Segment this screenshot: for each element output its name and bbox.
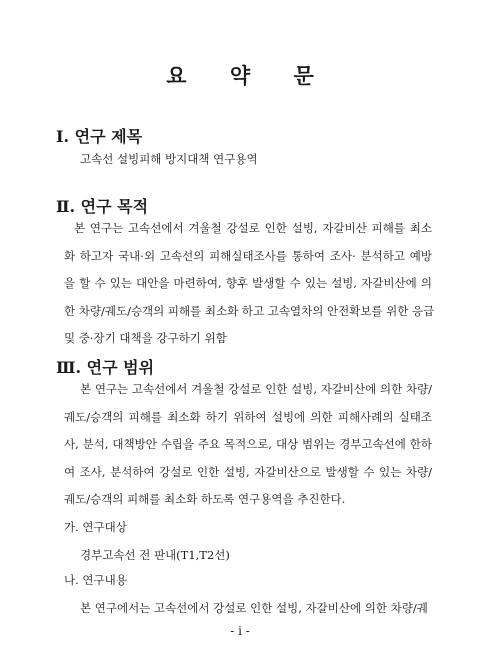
text-line: 궤도/승객의 피해를 최소화 하기 위하여 설빙에 의한 피해사례의 실태조 <box>64 409 432 424</box>
text-line: 본 연구는 고속선에서 겨울철 강설로 인한 설빙, 자갈비산 피해를 최소 <box>74 221 432 235</box>
text-line: 및 중·장기 대책을 강구하기 위함 <box>64 331 227 345</box>
subsection-text-research-content: 본 연구에서는 고속선에서 강설로 인한 설빙, 자갈비산에 의한 차량/궤 <box>80 601 428 615</box>
section-heading-research-title: Ⅰ. 연구 제목 <box>56 127 143 146</box>
text-line: 본 연구는 고속선에서 겨울철 강설로 인한 설빙, 자갈비산에 의한 차량/ <box>80 382 432 396</box>
text-line: 한 차량/궤도/승객의 피해를 최소화 하고 고속열차의 안전확보를 위한 응급 <box>64 303 435 318</box>
text-line: 사, 분석, 대책방안 수립을 주요 목적으로, 대상 범위는 경부고속선에 한하 <box>64 437 432 451</box>
text-line: 고속선 설빙피해 방지대책 연구용역 <box>80 152 258 166</box>
subsection-label-research-content: 나. 연구내용 <box>64 573 127 587</box>
text-line: 을 할 수 있는 대안을 마련하여, 향후 발생할 수 있는 설빙, 자갈비산에 의 <box>64 276 432 290</box>
section-heading-research-scope: Ⅲ. 연구 범위 <box>56 358 155 377</box>
text-line: 궤도/승객의 피해를 최소화 하도록 연구용역을 추진한다. <box>64 492 346 506</box>
text-line: 여 조사, 분석하여 강설로 인한 설빙, 자갈비산으로 발생할 수 있는 차량/ <box>64 464 432 479</box>
research-title-body <box>64 146 432 174</box>
text-line: 화 하고자 국내·외 고속선의 피해실태조사를 통하여 조사· 분석하고 예방 <box>64 248 432 263</box>
subsection-text-research-target: 경부고속선 전 판내(T1,T2선) <box>80 548 230 562</box>
research-purpose-body <box>64 215 435 353</box>
section-heading-research-purpose: Ⅱ. 연구 목적 <box>56 197 149 216</box>
subsection-label-research-target: 가. 연구대상 <box>64 520 127 534</box>
research-scope-body <box>64 376 432 514</box>
page-title: 요 약 문 <box>166 63 332 88</box>
page-number: - i - <box>230 624 250 638</box>
